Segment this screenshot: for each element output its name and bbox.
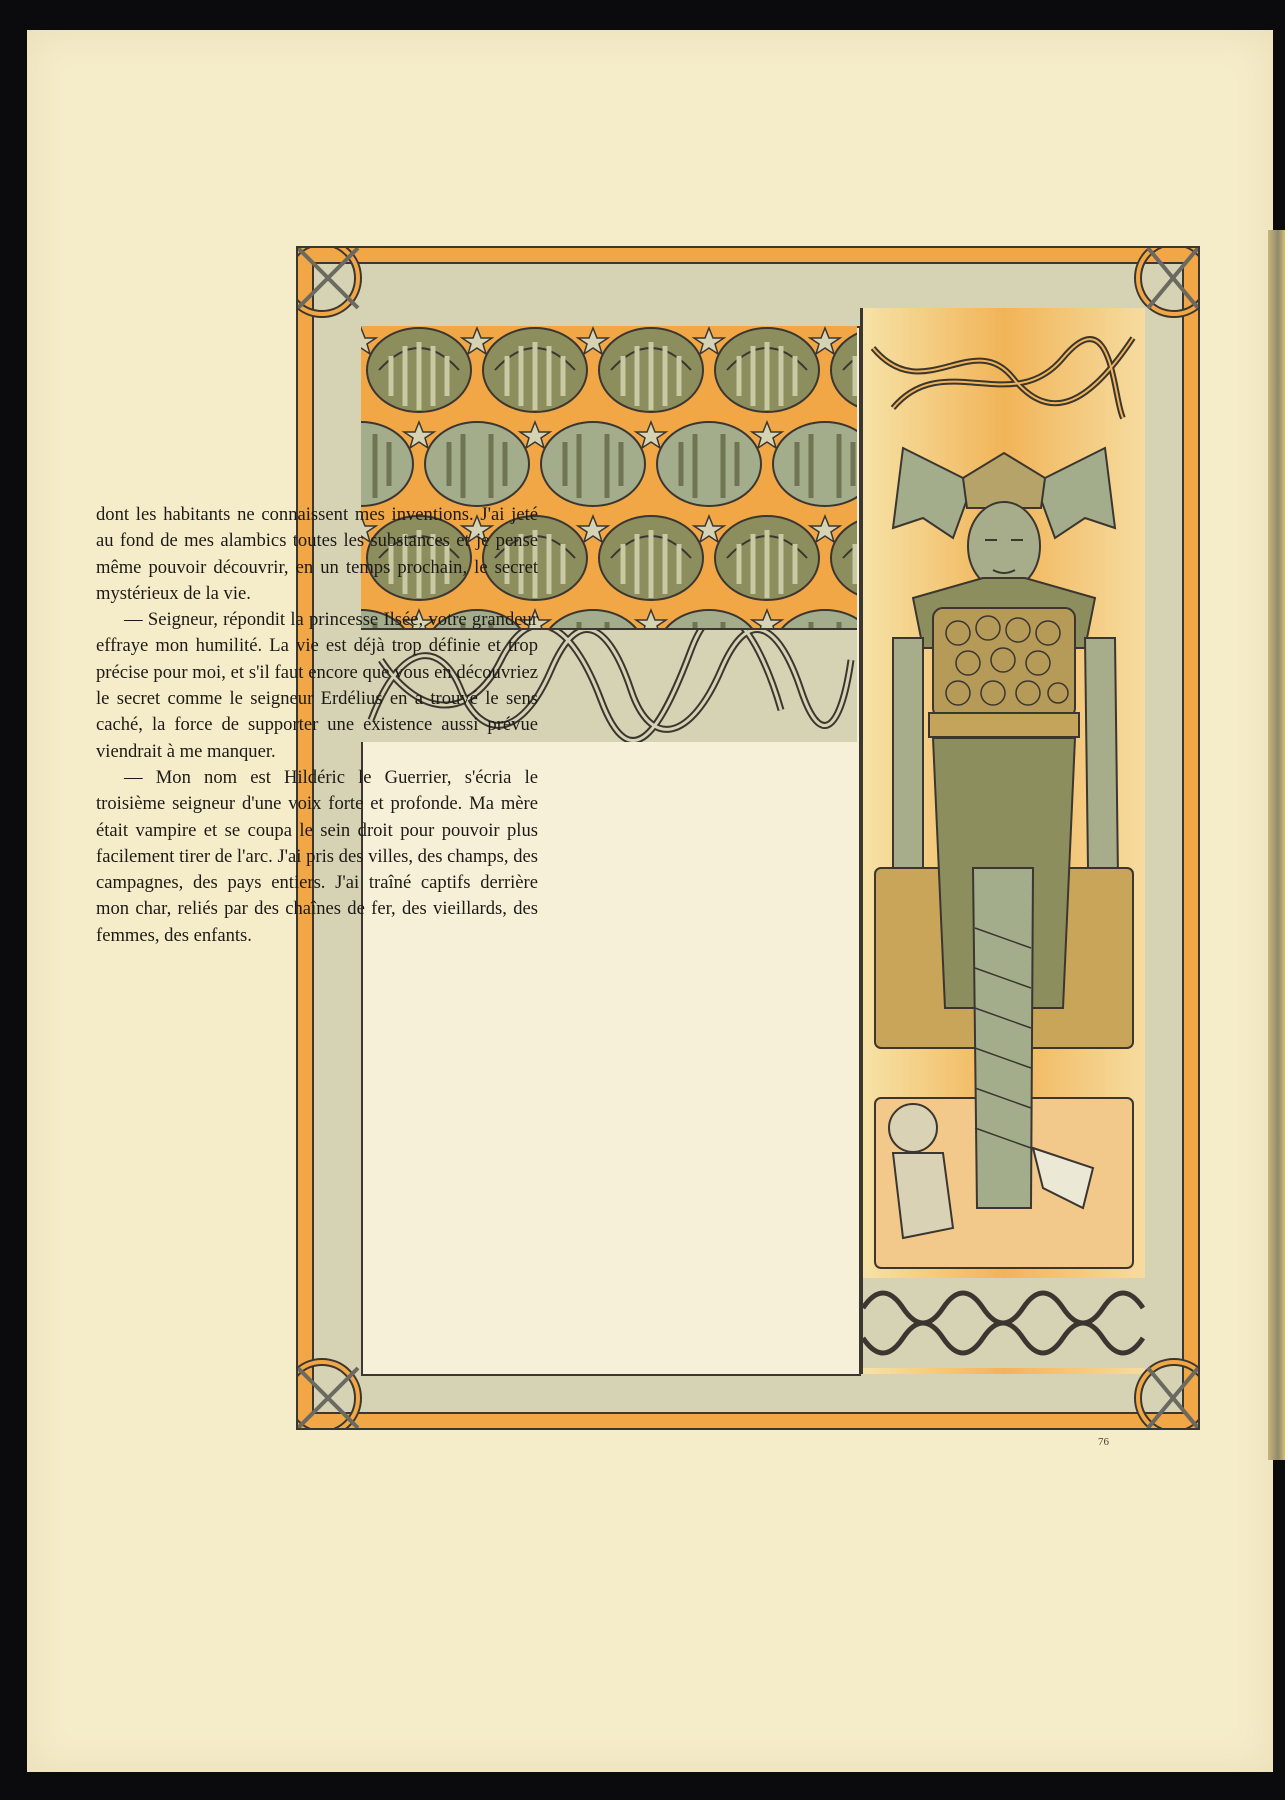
next-page-edge <box>1268 230 1285 1460</box>
paragraph-2: — Seigneur, répondit la princesse Ilsée, votre grandeur effraye mon humilité. La vie est déjà trop définie et trop précise pour moi, et s'il faut encore que vous en découvriez le secret comme le seigneur Erdélius en a trouvé le sens caché, la force de supporter une existence aussi prévue viendrait à me manquer. <box>96 609 538 762</box>
paragraph-1: dont les habitants ne connaissent mes inventions. J'ai jeté au fond de mes alambics toutes les substances et je pense même pouvoir découvrir, en un temps prochain, le secret mystérieux de la vie. <box>96 504 538 604</box>
page-number: 76 <box>1098 1436 1109 1448</box>
body-text <box>96 502 538 949</box>
paragraph-3: — Mon nom est Hildéric le Guerrier, s'écria le troisième seigneur d'une voix forte et profonde. Ma mère était vampire et se coupa le sein droit pour pouvoir plus facilement tirer de l'arc. J'ai pris des villes, des champs, des campagnes, des pays entiers. J'ai traîné captifs derrière mon char, reliés par des chaînes de fer, des vieillards, des femmes, des enfants. <box>96 766 538 946</box>
